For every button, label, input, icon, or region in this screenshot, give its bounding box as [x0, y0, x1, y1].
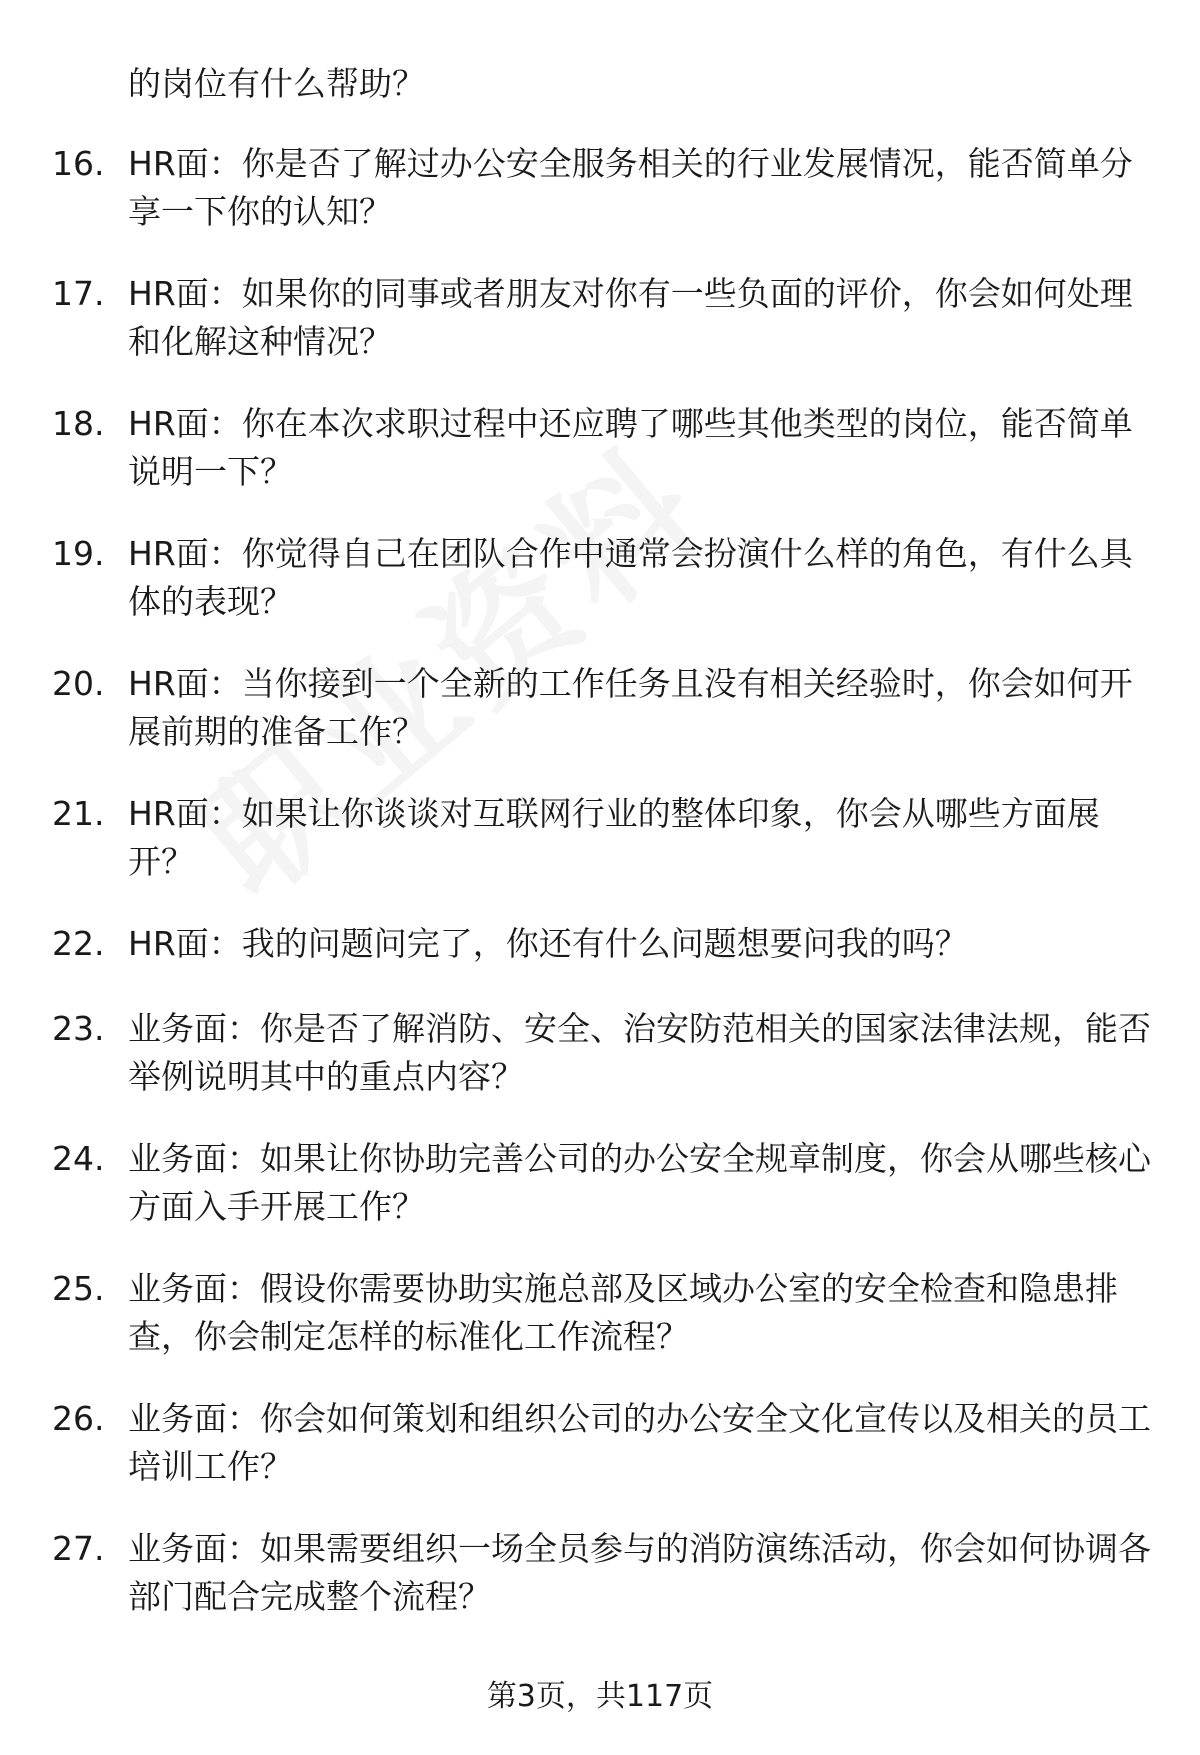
- question-number: 24.: [52, 1139, 105, 1178]
- question-item: [0, 400, 1200, 530]
- question-item: [0, 1265, 1200, 1395]
- question-text: 业务面：如果让你协助完善公司的办公安全规章制度，你会从哪些核心方面入手开展工作？: [128, 1139, 1151, 1226]
- question-number: 25.: [52, 1269, 105, 1308]
- question-number: 20.: [52, 664, 105, 703]
- question-number: 23.: [52, 1009, 105, 1048]
- question-item: [0, 270, 1200, 400]
- question-text: HR面：你在本次求职过程中还应聘了哪些其他类型的岗位，能否简单说明一下？: [128, 404, 1133, 491]
- question-item: [0, 1525, 1200, 1655]
- continued-question-text: 的岗位有什么帮助？: [128, 64, 425, 103]
- question-text: 业务面：你是否了解消防、安全、治安防范相关的国家法律法规，能否举例说明其中的重点内容？: [128, 1009, 1151, 1096]
- question-item: [0, 1135, 1200, 1265]
- page-footer: 第3页，共117页: [486, 1679, 714, 1714]
- question-text: HR面：你觉得自己在团队合作中通常会扮演什么样的角色，有什么具体的表现？: [128, 534, 1133, 621]
- question-list: [0, 140, 1200, 1655]
- question-number: 22.: [52, 924, 105, 963]
- question-item: [0, 1395, 1200, 1525]
- question-number: 26.: [52, 1399, 105, 1438]
- question-item: [0, 920, 1200, 1005]
- question-number: 18.: [52, 404, 105, 443]
- question-number: 19.: [52, 534, 105, 573]
- question-item: [0, 530, 1200, 660]
- question-item: [0, 140, 1200, 270]
- question-text: HR面：你是否了解过办公安全服务相关的行业发展情况，能否简单分享一下你的认知？: [128, 144, 1133, 231]
- question-text: HR面：当你接到一个全新的工作任务且没有相关经验时，你会如何开展前期的准备工作？: [128, 664, 1133, 751]
- question-text: HR面：我的问题问完了，你还有什么问题想要问我的吗？: [128, 924, 968, 963]
- question-item: [0, 660, 1200, 790]
- question-text: 业务面：如果需要组织一场全员参与的消防演练活动，你会如何协调各部门配合完成整个流程？: [128, 1529, 1151, 1616]
- question-number: 17.: [52, 274, 105, 313]
- question-item: [0, 1005, 1200, 1135]
- question-item: [0, 790, 1200, 920]
- question-number: 21.: [52, 794, 105, 833]
- question-text: 业务面：你会如何策划和组织公司的办公安全文化宣传以及相关的员工培训工作？: [128, 1399, 1151, 1486]
- question-text: HR面：如果让你谈谈对互联网行业的整体印象，你会从哪些方面展开？: [128, 794, 1100, 881]
- question-number: 27.: [52, 1529, 105, 1568]
- question-text: 业务面：假设你需要协助实施总部及区域办公室的安全检查和隐患排查，你会制定怎样的标准化工作流程？: [128, 1269, 1118, 1356]
- question-number: 16.: [52, 144, 105, 183]
- question-text: HR面：如果你的同事或者朋友对你有一些负面的评价，你会如何处理和化解这种情况？: [128, 274, 1133, 361]
